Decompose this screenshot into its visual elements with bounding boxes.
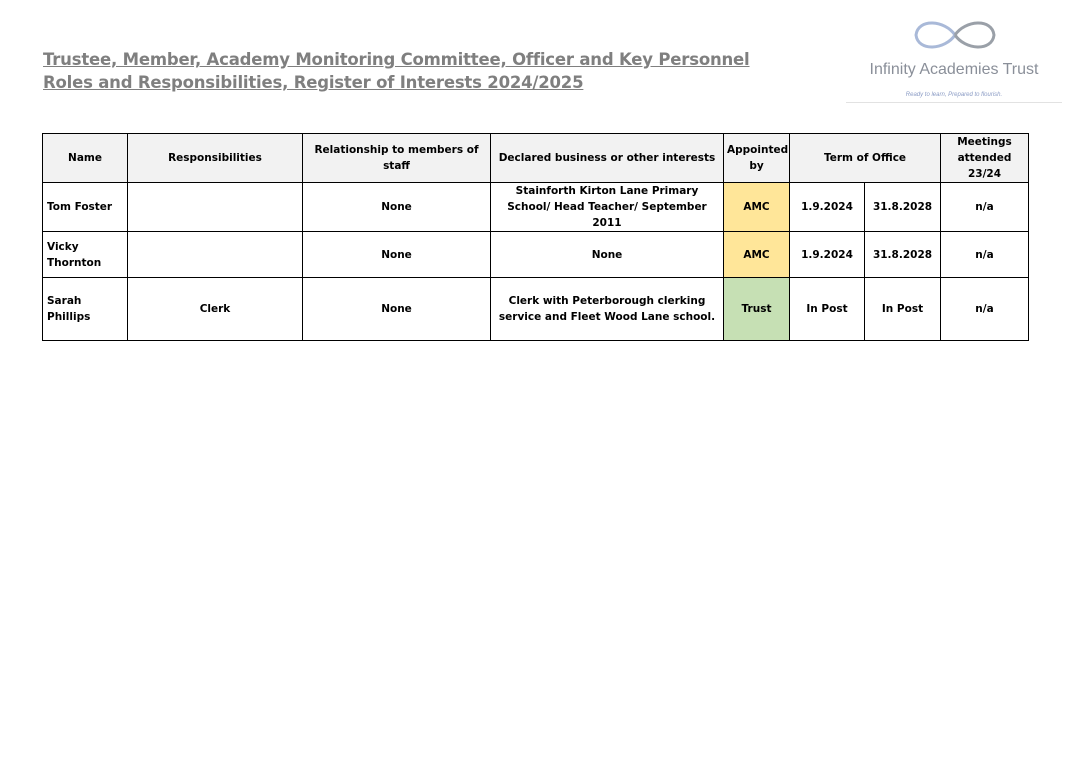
- cell-appointed-by: AMC: [724, 232, 790, 278]
- cell-name: Tom Foster: [43, 183, 128, 232]
- header-name: Name: [43, 134, 128, 183]
- cell-name: Sarah Phillips: [43, 278, 128, 341]
- cell-relationship: None: [303, 278, 491, 341]
- logo-divider: [846, 102, 1062, 103]
- cell-declared-interests: Stainforth Kirton Lane Primary School/ Head Teacher/ September 2011: [491, 183, 724, 232]
- table-row: [43, 278, 1029, 341]
- cell-term-start: 1.9.2024: [790, 232, 865, 278]
- cell-term-end: 31.8.2028: [865, 183, 941, 232]
- logo-tagline: Ready to learn, Prepared to flourish.: [905, 92, 1003, 98]
- table-header-row: [43, 134, 1029, 183]
- logo-name: Infinity Academies Trust: [869, 61, 1039, 78]
- cell-relationship: None: [303, 183, 491, 232]
- document-title-line-2: Roles and Responsibilities, Register of Interests 2024/2025: [43, 73, 584, 92]
- table-row: [43, 232, 1029, 278]
- cell-responsibilities: [128, 232, 303, 278]
- register-table: [42, 133, 1029, 341]
- cell-meetings: n/a: [941, 278, 1029, 341]
- document-title: [43, 48, 750, 94]
- table-row: [43, 183, 1029, 232]
- cell-term-end: In Post: [865, 278, 941, 341]
- cell-relationship: None: [303, 232, 491, 278]
- header-term-of-office: Term of Office: [790, 134, 941, 183]
- cell-responsibilities: Clerk: [128, 278, 303, 341]
- infinity-icon: [910, 14, 1000, 56]
- cell-term-start: 1.9.2024: [790, 183, 865, 232]
- cell-declared-interests: Clerk with Peterborough clerking service and Fleet Wood Lane school.: [491, 278, 724, 341]
- cell-name: Vicky Thornton: [43, 232, 128, 278]
- cell-responsibilities: [128, 183, 303, 232]
- cell-declared-interests: None: [491, 232, 724, 278]
- header-meetings-attended: Meetings attended 23/24: [941, 134, 1029, 183]
- cell-meetings: n/a: [941, 183, 1029, 232]
- cell-appointed-by: AMC: [724, 183, 790, 232]
- cell-term-start: In Post: [790, 278, 865, 341]
- header-responsibilities: Responsibilities: [128, 134, 303, 183]
- document-title-line-1: Trustee, Member, Academy Monitoring Committee, Officer and Key Personnel: [43, 50, 750, 69]
- header-declared-interests: Declared business or other interests: [491, 134, 724, 183]
- header-relationship: Relationship to members of staff: [303, 134, 491, 183]
- cell-appointed-by: Trust: [724, 278, 790, 341]
- cell-term-end: 31.8.2028: [865, 232, 941, 278]
- trust-logo: [846, 12, 1062, 104]
- cell-meetings: n/a: [941, 232, 1029, 278]
- header-appointed-by: Appointed by: [724, 134, 790, 183]
